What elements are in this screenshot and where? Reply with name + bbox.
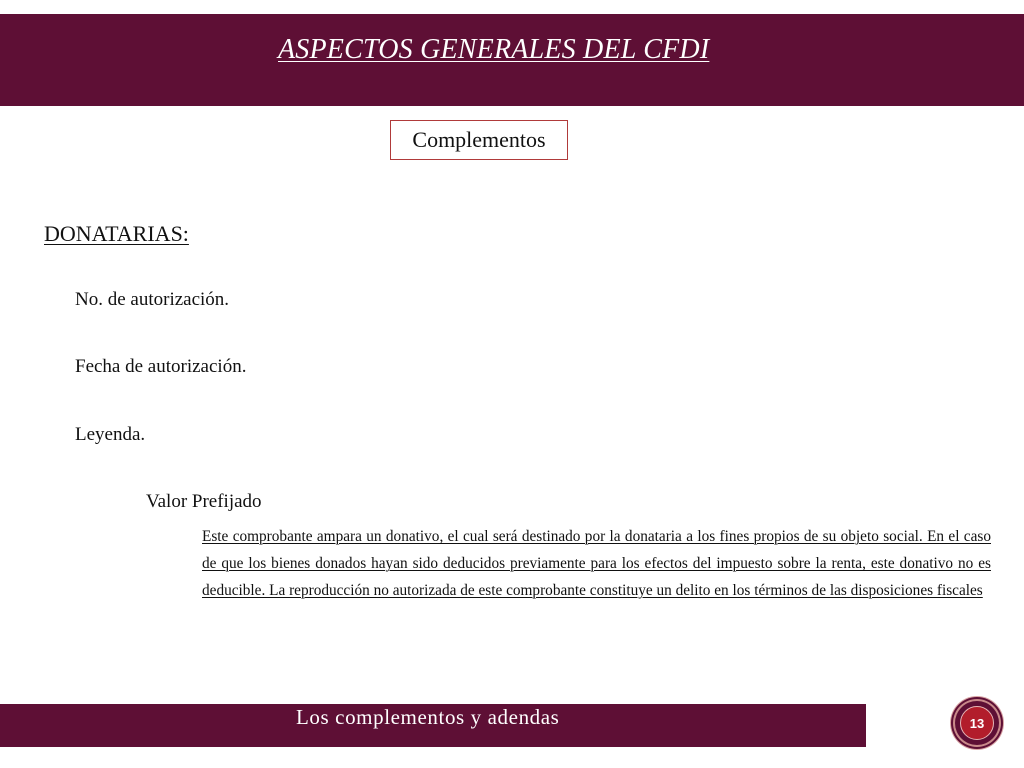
list-item: Leyenda. (75, 424, 146, 445)
subtitle-label: Complementos (412, 127, 546, 152)
sub-heading: Valor Prefijado (146, 491, 262, 512)
section-heading: DONATARIAS: (44, 221, 189, 246)
footer-title: Los complementos y adendas (296, 705, 560, 729)
slide-title: ASPECTOS GENERALES DEL CFDI (278, 34, 710, 65)
subtitle-box (390, 120, 568, 160)
list-item: Fecha de autorización. (75, 356, 247, 377)
list-item: No. de autorización. (75, 289, 230, 310)
page-number-badge (955, 701, 999, 745)
page-number: 13 (960, 706, 994, 740)
legend-paragraph: Este comprobante ampara un donativo, el cual será destinado por la donataria a los fines propios de su objeto social. En el caso de que los bienes donados hayan sido deducidos previamente para los efectos del impuesto sobre la renta, este donativo no es deducible. La reproducción no autorizada de este comprobante constituye un delito en los términos de las disposiciones fiscales (202, 528, 991, 599)
